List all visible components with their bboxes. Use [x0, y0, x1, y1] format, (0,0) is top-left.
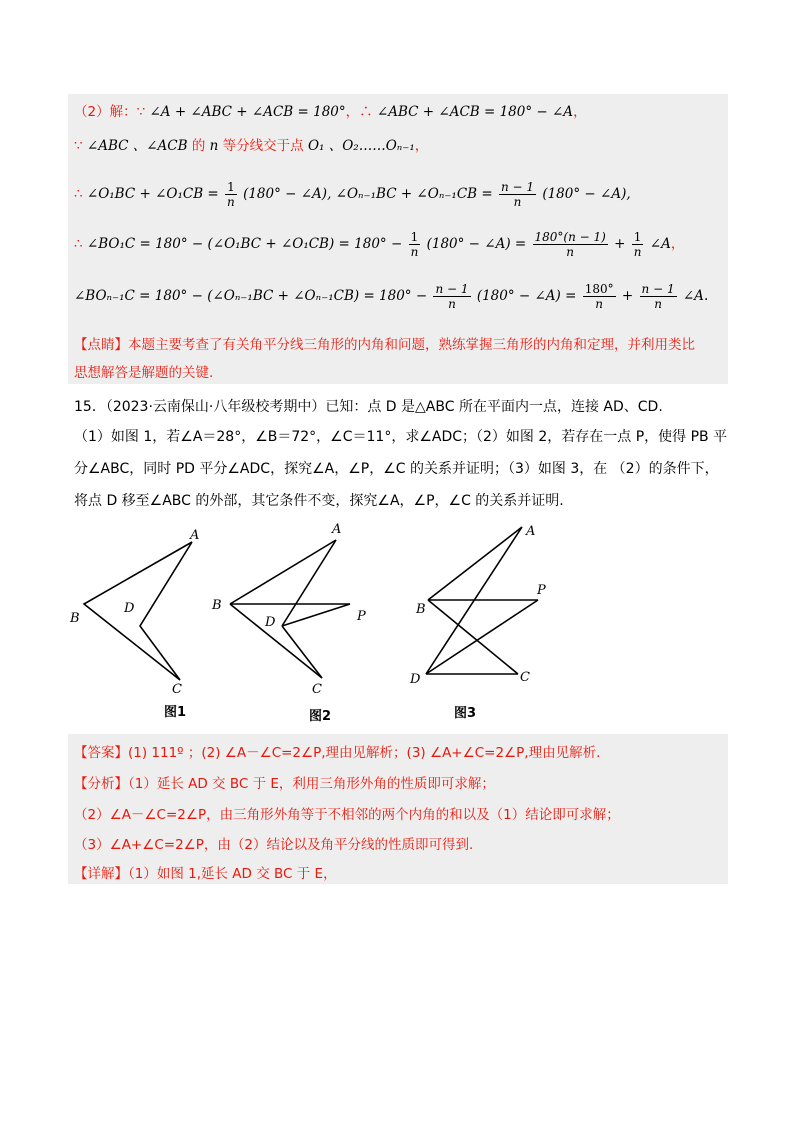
fraction	[583, 282, 616, 311]
analysis-label: 【分析】	[74, 776, 128, 792]
fraction	[640, 282, 677, 311]
solution-line-4	[74, 230, 684, 259]
fig3-dp	[426, 600, 538, 674]
fig3-point-c: C	[520, 670, 530, 685]
fig1-caption: 图1	[164, 705, 187, 720]
detail-line	[74, 862, 337, 882]
text: 的	[191, 138, 206, 154]
fig2-point-d: D	[265, 615, 276, 630]
fig3-point-b: B	[416, 602, 426, 617]
fraction	[433, 282, 470, 311]
comment-text: 本题主要考查了有关角平分线三角形的内角和问题，熟练掌握三角形的内角和定理，并利用类比	[128, 337, 695, 353]
fraction-numerator: 1	[225, 180, 237, 195]
solution-line-2	[74, 134, 428, 154]
fraction-numerator: 180°	[584, 282, 614, 296]
solution-line-1	[74, 100, 587, 120]
fraction-denominator: n	[513, 195, 522, 209]
comment-label: 【点睛】	[74, 337, 128, 353]
fig3-point-a: A	[526, 524, 536, 539]
fraction-numerator: n − 1	[500, 180, 535, 194]
fraction-numerator: n − 1	[435, 282, 469, 296]
fraction-denominator: n	[448, 297, 456, 311]
fraction-denominator: n	[566, 245, 575, 259]
solution-line-5	[74, 282, 708, 311]
fig1-quadrilateral	[84, 542, 192, 680]
solution-prefix: （2）解：	[74, 104, 137, 120]
fraction-denominator: n	[633, 245, 642, 259]
comment-line-1	[74, 333, 695, 353]
fraction	[499, 180, 536, 209]
plus: +	[614, 236, 626, 252]
analysis-line-3: （3）∠A+∠C=2∠P，由（2）结论以及角平分线的性质即可得到.	[74, 837, 474, 853]
points: O₁ 、O₂……Oₙ₋₁	[307, 138, 415, 154]
fraction-numerator: 180°(n − 1)	[534, 230, 606, 244]
answer-label: 【答案】	[74, 745, 128, 761]
text: 等分线交于点	[222, 138, 304, 154]
detail-text: （1）如图 1,延长 AD 交 BC 于 E，	[128, 866, 337, 882]
n-variable: n	[209, 138, 219, 154]
fig3-ba	[428, 527, 522, 600]
therefore-symbol: ∴	[74, 186, 83, 202]
fig3-point-d: D	[410, 672, 421, 687]
fig1-point-c: C	[172, 682, 182, 697]
comment-text: 思想解答是解题的关键.	[74, 365, 214, 381]
fraction-denominator: n	[654, 297, 662, 311]
equation: (180° − ∠A),	[542, 186, 631, 202]
because-symbol: ∵	[74, 138, 83, 154]
problem15-line-3: 分∠ABC，同时 PD 平分∠ADC，探究∠A，∠P，∠C 的关系并证明；（3）如图 3，在 （2）的条件下，	[74, 461, 719, 477]
fraction-denominator: n	[227, 195, 235, 209]
analysis-line-1	[74, 772, 495, 792]
fig2-dc	[282, 626, 322, 678]
fig1-point-d: D	[124, 601, 135, 616]
punct: ，	[670, 236, 685, 252]
solution-line-3	[74, 180, 631, 209]
punct: ，	[573, 104, 587, 120]
detail-label: 【详解】	[74, 866, 128, 882]
figure-2	[230, 540, 350, 678]
fraction-numerator: 1	[409, 230, 421, 245]
fig1-point-a: A	[190, 528, 200, 543]
punct: .	[703, 288, 709, 304]
plus: +	[621, 288, 634, 304]
fig2-bc	[230, 604, 322, 678]
equation: ∠A + ∠ABC + ∠ACB = 180°	[149, 104, 346, 120]
fraction-numerator: 1	[632, 230, 644, 245]
therefore-symbol: ∴	[74, 236, 83, 252]
fraction	[632, 230, 644, 259]
fraction	[533, 230, 608, 259]
fig2-ad	[282, 540, 336, 626]
fig2-caption: 图2	[309, 709, 332, 724]
therefore-symbol: ，∴	[345, 104, 373, 120]
figure-1	[84, 542, 192, 680]
problem15-line-1: 15．（2023·云南保山·八年级校考期中）已知：点 D 是△ABC 所在平面内一点，连接 AD、CD.	[74, 399, 663, 415]
answer-line	[74, 741, 600, 761]
fig2-point-b: B	[212, 598, 222, 613]
comment-line-2	[74, 361, 213, 381]
analysis-line-2: （2）∠A－∠C=2∠P，由三角形外角等于不相邻的两个内角的和以及（1）结论即可求解；	[74, 807, 620, 823]
problem15-line-4: 将点 D 移至∠ABC 的外部，其它条件不变，探究∠A，∠P，∠C 的关系并证明.	[74, 493, 564, 509]
fig2-point-p: P	[357, 609, 366, 624]
equation: ∠BOₙ₋₁C = 180° − (∠Oₙ₋₁BC + ∠Oₙ₋₁CB) = 180° −	[74, 288, 428, 304]
answer-text: (1) 111º ；(2) ∠A－∠C=2∠P,理由见解析；(3) ∠A+∠C=2∠P,理由见解析.	[128, 745, 601, 761]
problem15-line-2: （1）如图 1，若∠A＝28°，∠B＝72°，∠C＝11°，求∠ADC；（2）如图 2，若存在一点 P，使得 PB 平	[74, 429, 728, 445]
equation: ∠O₁BC + ∠O₁CB =	[86, 186, 219, 202]
equation: ∠A	[682, 288, 704, 304]
figure-3	[426, 527, 538, 674]
fig2-point-c: C	[312, 682, 322, 697]
fig2-dp	[282, 604, 350, 626]
because-symbol: ∵	[136, 104, 146, 120]
fig2-ba	[230, 540, 336, 604]
equation: ∠A	[649, 236, 671, 252]
fig3-caption: 图3	[454, 706, 477, 721]
angle-names: ∠ABC 、∠ACB	[86, 138, 188, 154]
analysis-text: （1）延长 AD 交 BC 于 E，利用三角形外角的性质即可求解；	[128, 776, 495, 792]
equation: (180° − ∠A) =	[426, 236, 527, 252]
figures	[0, 515, 800, 730]
fig1-point-b: B	[70, 611, 80, 626]
fig2-point-a: A	[332, 522, 342, 537]
fraction-numerator: n − 1	[641, 282, 675, 296]
fraction-denominator: n	[410, 245, 419, 259]
fraction	[225, 180, 237, 209]
equation: (180° − ∠A) =	[476, 288, 577, 304]
punct: ，	[414, 138, 429, 154]
fraction-denominator: n	[595, 297, 604, 311]
equation: ∠BO₁C = 180° − (∠O₁BC + ∠O₁CB) = 180° −	[86, 236, 403, 252]
fig3-point-p: P	[537, 583, 546, 598]
equation: (180° − ∠A), ∠Oₙ₋₁BC + ∠Oₙ₋₁CB =	[243, 186, 493, 202]
fraction	[409, 230, 421, 259]
equation: ∠ABC + ∠ACB = 180° − ∠A	[376, 104, 574, 120]
